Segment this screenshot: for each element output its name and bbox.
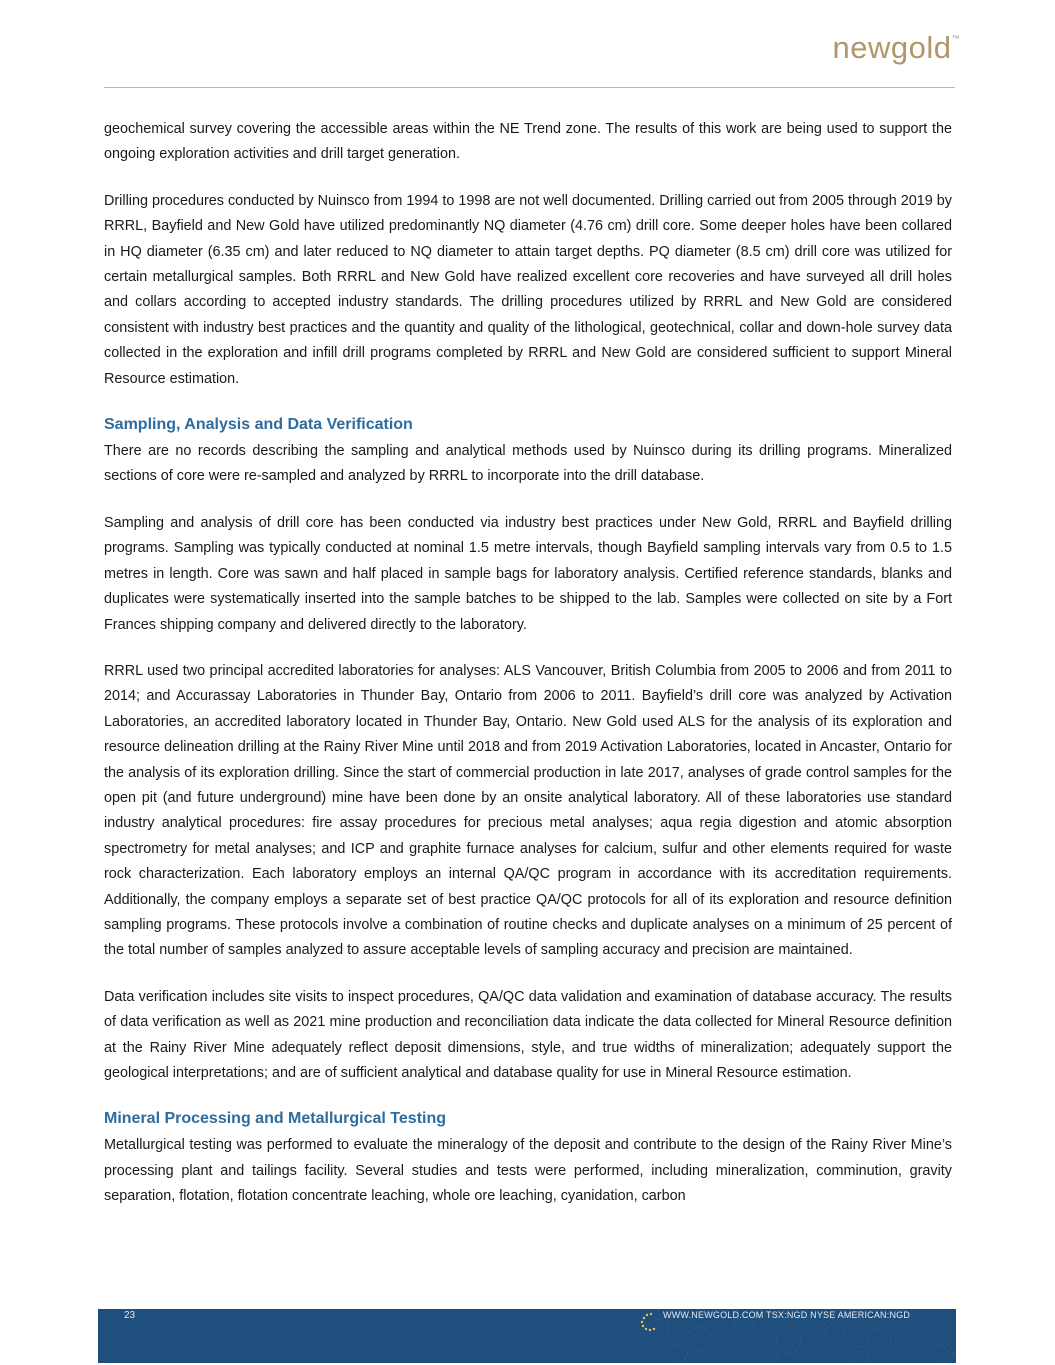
- paragraph-drilling-procedures: Drilling procedures conducted by Nuinsco from 1994 to 1998 are not well documented. Drilling carried out from 2005 through 2019 by RRRL, Bayfield and New Gold have utilized predominantly NQ diameter (4.76 cm) drill core. Some deeper holes have been collared in HQ diameter (6.35 cm) and later reduced to NQ diameter to attain target depths. PQ diameter (8.5 cm) drill core was utilized for certain metallurgical samples. Both RRRL and New Gold have realized excellent core recoveries and have surveyed all drill holes and collars according to accepted industry standards. The drilling procedures utilized by RRRL and New Gold are considered consistent with industry best practices and the quantity and quality of the lithological, geotechnical, collar and down-hole survey data collected in the exploration and infill drill programs completed by RRRL and New Gold are considered sufficient to support Mineral Resource estimation.: [104, 192, 952, 387]
- paragraph-geochem-survey: geochemical survey covering the accessible areas within the NE Trend zone. The results of this work are being used to support the ongoing exploration activities and drill target generation.: [104, 121, 952, 163]
- footer-bar: [98, 1309, 956, 1363]
- page-body: [104, 117, 952, 1231]
- footer-contact[interactable]: WWW.NEWGOLD.COM TSX:NGD NYSE AMERICAN:NGD: [663, 1310, 911, 1320]
- logo-trademark: ™: [951, 34, 960, 43]
- section-heading-sampling: Sampling, Analysis and Data Verification: [104, 416, 413, 434]
- header-divider: [104, 87, 955, 88]
- paragraph-laboratories: RRRL used two principal accredited laboratories for analyses: ALS Vancouver, British Columbia from 2005 to 2006 and from 2011 to 2014; and Accurassay Laboratories in Thunder Bay, Ontario from 2006 to 2011. Bayfield’s drill core was analyzed by Activation Laboratories, an accredited laboratory located in Thunder Bay, Ontario. New Gold used ALS for the analysis of its exploration and resource delineation drilling at the Rainy River Mine until 2018 and from 2019 Activation Laboratories, located in Ancaster, Ontario for the analysis of its exploration drilling. Since the start of commercial production in late 2017, analyses of grade control samples for the open pit (and future underground) mine have been done by an onsite analytical laboratory. All of these laboratories use standard industry analytical procedures: fire assay procedures for precious metal analyses; aqua regia digestion and atomic absorption spectrometry for metal analyses; and ICP and graphite furnace analyses for calcium, sulfur and other elements required for waste rock characterization. Each laboratory employs an internal QA/QC program in accordance with its accreditation requirements. Additionally, the company employs a separate set of best practice QA/QC protocols for all of its exploration and resource definition sampling programs. These protocols involve a combination of routine checks and duplicate analyses on a minimum of 25 percent of the total number of samples analyzed to assure acceptable levels of sampling accuracy and precision are maintained.: [104, 662, 952, 959]
- paragraph-metallurgical-testing: Metallurgical testing was performed to evaluate the mineralogy of the deposit and contribute to the design of the Rainy River Mine’s processing plant and tailings facility. Several studies and tests were performed, including mineralization, comminution, gravity separation, flotation, flotation concentrate leaching, whole ore leaching, cyanidation, carbon: [104, 1137, 952, 1205]
- paragraph-data-verification: Data verification includes site visits to inspect procedures, QA/QC data validation and examination of database accuracy. The results of data verification as well as 2021 mine production and reconciliation data indicate the data collected for Mineral Resource definition at the Rainy River Mine adequately reflect deposit dimensions, style, and true widths of mineralization; adequately support the geological interpretations; and are of sufficient analytical and database quality for use in Mineral Resource estimation.: [104, 988, 952, 1081]
- company-logo: [833, 30, 960, 66]
- paragraph-nuinsco-records: There are no records describing the sampling and analytical methods used by Nuinsco during its drilling programs. Mineralized sections of core were re-sampled and analyzed by RRRL to incorporate into the drill database.: [104, 443, 952, 485]
- paragraph-sampling-analysis: Sampling and analysis of drill core has been conducted via industry best practices under New Gold, RRRL and Bayfield drilling programs. Sampling was typically conducted at nominal 1.5 metre intervals, though Bayfield sampling intervals vary from 0.5 to 1.5 metres in length. Core was sawn and half placed in sample bags for laboratory analysis. Certified reference standards, blanks and duplicates were systematically inserted into the sample batches to be shipped to the lab. Samples were collected on site by a Fort Frances shipping company and delivered directly to the laboratory.: [104, 514, 952, 633]
- stars-ring-icon: [638, 1311, 666, 1333]
- logo-text: newgold: [832, 30, 952, 65]
- page-number: 23: [124, 1310, 136, 1321]
- section-heading-metallurgy: Mineral Processing and Metallurgical Testing: [104, 1110, 447, 1128]
